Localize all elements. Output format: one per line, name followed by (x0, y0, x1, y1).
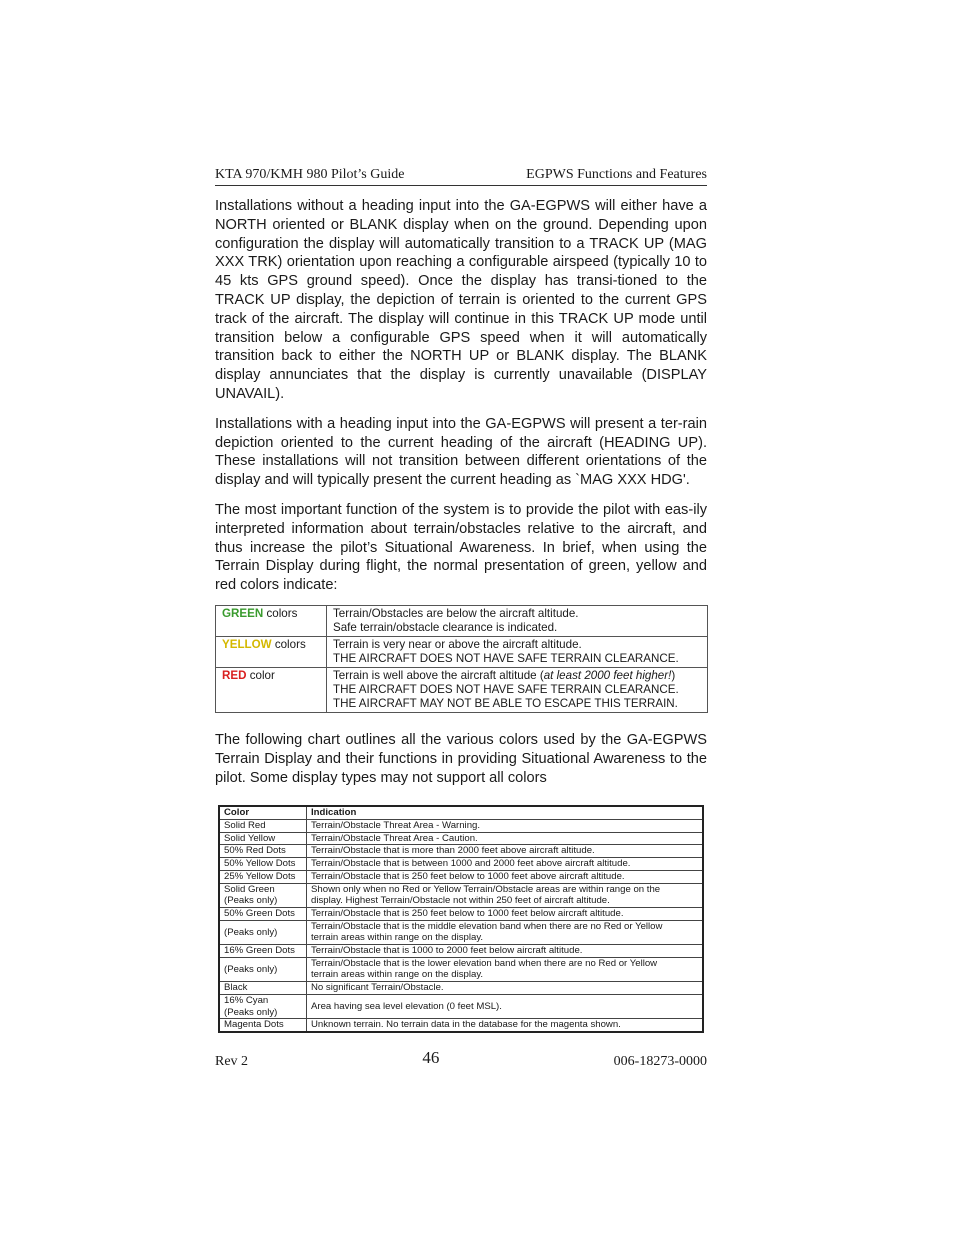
color-name-cell (219, 820, 307, 833)
paragraph-important-function: The most important function of the system is to provide the pilot with eas-ily interpreted information about terrain/obstacles relative to the aircraft, and thus increase the pilot’s Situational Awareness. In brief, when using the Terrain Display during flight, the normal presentation of green, yellow and red colors indicate: (215, 501, 707, 594)
indication-cell (307, 883, 704, 907)
terrain-colors-table (218, 805, 704, 1033)
legend-line (333, 669, 701, 683)
indication-text: Terrain/Obstacle Threat Area - Warning. (311, 820, 481, 832)
color-name-cell (219, 920, 307, 944)
indication-text: display. Highest Terrain/Obstacle not within 250 feet of aircraft altitude. (311, 895, 610, 907)
running-footer (215, 1050, 707, 1070)
indication-text: Area having sea level elevation (0 feet MSL). (311, 1000, 502, 1012)
legend-description-cell (327, 636, 708, 667)
indication-cell (307, 982, 704, 995)
legend-line: THE AIRCRAFT DOES NOT HAVE SAFE TERRAIN CLEARANCE. (333, 651, 679, 665)
legend-color-word-yellow: YELLOW (222, 637, 272, 651)
indication-text: terrain areas within range on the display. (311, 932, 484, 944)
color-name: 50% Yellow Dots (224, 858, 296, 870)
footer-revision: Rev 2 (215, 1054, 249, 1069)
legend-row-green (216, 605, 708, 636)
table-row (219, 883, 703, 907)
table-row (219, 845, 703, 858)
color-name: Solid Red (224, 820, 266, 832)
document-page (215, 165, 707, 1033)
indication-text: Terrain/Obstacle that is 1000 to 2000 feet below aircraft altitude. (311, 945, 583, 957)
indication-cell (307, 994, 704, 1018)
legend-color-suffix: colors (271, 637, 306, 651)
table-row (219, 957, 703, 981)
header-section-title: EGPWS Functions and Features (526, 167, 707, 182)
table-row (219, 832, 703, 845)
paragraph-heading-input-present: Installations with a heading input into the GA-EGPWS will present a ter-rain depiction oriented to the current heading of the aircraft (HEADING UP). These installations will not transition between different orientations of the display and will typically present the current heading as `MAG XXX HDG'. (215, 415, 707, 489)
legend-color-suffix: colors (263, 606, 298, 620)
page-number: 46 (422, 1048, 440, 1067)
legend-description-cell (327, 667, 708, 712)
indication-text: terrain areas within range on the display. (311, 969, 484, 981)
color-name-note: (Peaks only) (224, 1006, 278, 1018)
color-name: 16% Cyan (224, 994, 269, 1006)
table-row (219, 994, 703, 1018)
legend-text: ) (671, 668, 676, 682)
legend-description-cell (327, 605, 708, 636)
table-row (219, 907, 703, 920)
indication-cell (307, 845, 704, 858)
legend-line: Safe terrain/obstacle clearance is indicated. (333, 620, 558, 634)
table-row (219, 858, 703, 871)
color-name: Magenta Dots (224, 1019, 284, 1031)
table-row (219, 1019, 703, 1032)
legend-line: THE AIRCRAFT MAY NOT BE ABLE TO ESCAPE THIS TERRAIN. (333, 696, 678, 710)
indication-text: Terrain/Obstacle that is more than 2000 feet above aircraft altitude. (311, 845, 595, 857)
color-name-cell (219, 883, 307, 907)
footer-document-number: 006-18273-0000 (613, 1054, 707, 1069)
indication-cell (307, 945, 704, 958)
indication-text: Terrain/Obstacle that is the middle elevation band when there are no Red or Yellow (311, 920, 663, 932)
table-row (219, 920, 703, 944)
color-name: (Peaks only) (224, 963, 278, 975)
color-name-cell (219, 945, 307, 958)
indication-cell (307, 858, 704, 871)
column-header-indication: Indication (307, 806, 704, 819)
legend-row-yellow (216, 636, 708, 667)
legend-color-word-red: RED (222, 668, 247, 682)
indication-text: Terrain/Obstacle Threat Area - Caution. (311, 832, 478, 844)
color-name: Solid Yellow (224, 832, 276, 844)
legend-color-cell (216, 667, 327, 712)
legend-color-cell (216, 605, 327, 636)
legend-color-suffix: color (246, 668, 275, 682)
legend-line: Terrain is very near or above the aircraft altitude. (333, 637, 582, 651)
indication-cell (307, 907, 704, 920)
color-name-cell (219, 832, 307, 845)
running-header (215, 165, 707, 186)
indication-cell (307, 957, 704, 981)
legend-row-red (216, 667, 708, 712)
color-name: Black (224, 982, 248, 994)
color-name-cell (219, 907, 307, 920)
table-row (219, 870, 703, 883)
paragraph-heading-input-absent: Installations without a heading input into the GA-EGPWS will either have a NORTH oriented or BLANK display when on the ground. Depending upon configuration the display will automatically transition to a TRACK UP (MAG XXX TRK) orientation upon reaching a configurable airspeed (typically 10 to 45 kts GPS ground speed). Once the display has transi-tioned to the TRACK UP display, the depiction of terrain is oriented to the current GPS track of the aircraft. The display will continue in this TRACK UP mode until transition below a configurable GPS speed when it will automatically transition back to either the NORTH UP or BLANK display. The BLANK display annunciates that the display is currently unavailable (DISPLAY UNAVAIL). (215, 198, 707, 402)
color-name: Solid Green (224, 883, 275, 895)
color-name-cell (219, 994, 307, 1018)
indication-text: Terrain/Obstacle that is between 1000 and 2000 feet above aircraft altitude. (311, 858, 631, 870)
color-name: 25% Yellow Dots (224, 870, 296, 882)
color-name-cell (219, 870, 307, 883)
indication-text: Terrain/Obstacle that is 250 feet below to 1000 feet below aircraft altitude. (311, 907, 624, 919)
indication-text: Shown only when no Red or Yellow Terrain/Obstacle areas are within range on the (311, 883, 661, 895)
legend-text: Terrain is well above the aircraft altitude ( (333, 668, 544, 682)
color-name-cell (219, 957, 307, 981)
color-name: 50% Red Dots (224, 845, 286, 857)
indication-text: Unknown terrain. No terrain data in the database for the magenta shown. (311, 1019, 621, 1031)
indication-cell (307, 920, 704, 944)
indication-cell (307, 870, 704, 883)
table-header-row (219, 806, 703, 819)
color-name: (Peaks only) (224, 926, 278, 938)
color-name-note: (Peaks only) (224, 895, 278, 907)
indication-text: Terrain/Obstacle that is 250 feet below to 1000 feet above aircraft altitude. (311, 870, 625, 882)
indication-text: No significant Terrain/Obstacle. (311, 982, 444, 994)
indication-text: Terrain/Obstacle that is the lower elevation band when there are no Red or Yellow (311, 957, 658, 969)
table-body (219, 820, 703, 1032)
color-name-cell (219, 1019, 307, 1032)
paragraph-color-chart-intro: The following chart outlines all the various colors used by the GA-EGPWS Terrain Display and their functions in providing Situational Awareness to the pilot. Some display types may not support all colors (215, 731, 707, 786)
indication-cell (307, 820, 704, 833)
legend-line: Terrain/Obstacles are below the aircraft altitude. (333, 606, 579, 620)
legend-emphasis: at least 2000 feet higher! (543, 668, 672, 682)
color-name: 50% Green Dots (224, 907, 295, 919)
color-name-cell (219, 858, 307, 871)
indication-cell (307, 1019, 704, 1032)
column-header-color: Color (219, 806, 307, 819)
color-legend-table (215, 605, 708, 713)
color-name-cell (219, 845, 307, 858)
header-guide-title: KTA 970/KMH 980 Pilot’s Guide (215, 167, 405, 182)
table-row (219, 982, 703, 995)
legend-line: THE AIRCRAFT DOES NOT HAVE SAFE TERRAIN CLEARANCE. (333, 682, 679, 696)
table-row (219, 820, 703, 833)
color-name-cell (219, 982, 307, 995)
indication-cell (307, 832, 704, 845)
table-row (219, 945, 703, 958)
color-name: 16% Green Dots (224, 945, 295, 957)
legend-color-word-green: GREEN (222, 606, 264, 620)
legend-color-cell (216, 636, 327, 667)
